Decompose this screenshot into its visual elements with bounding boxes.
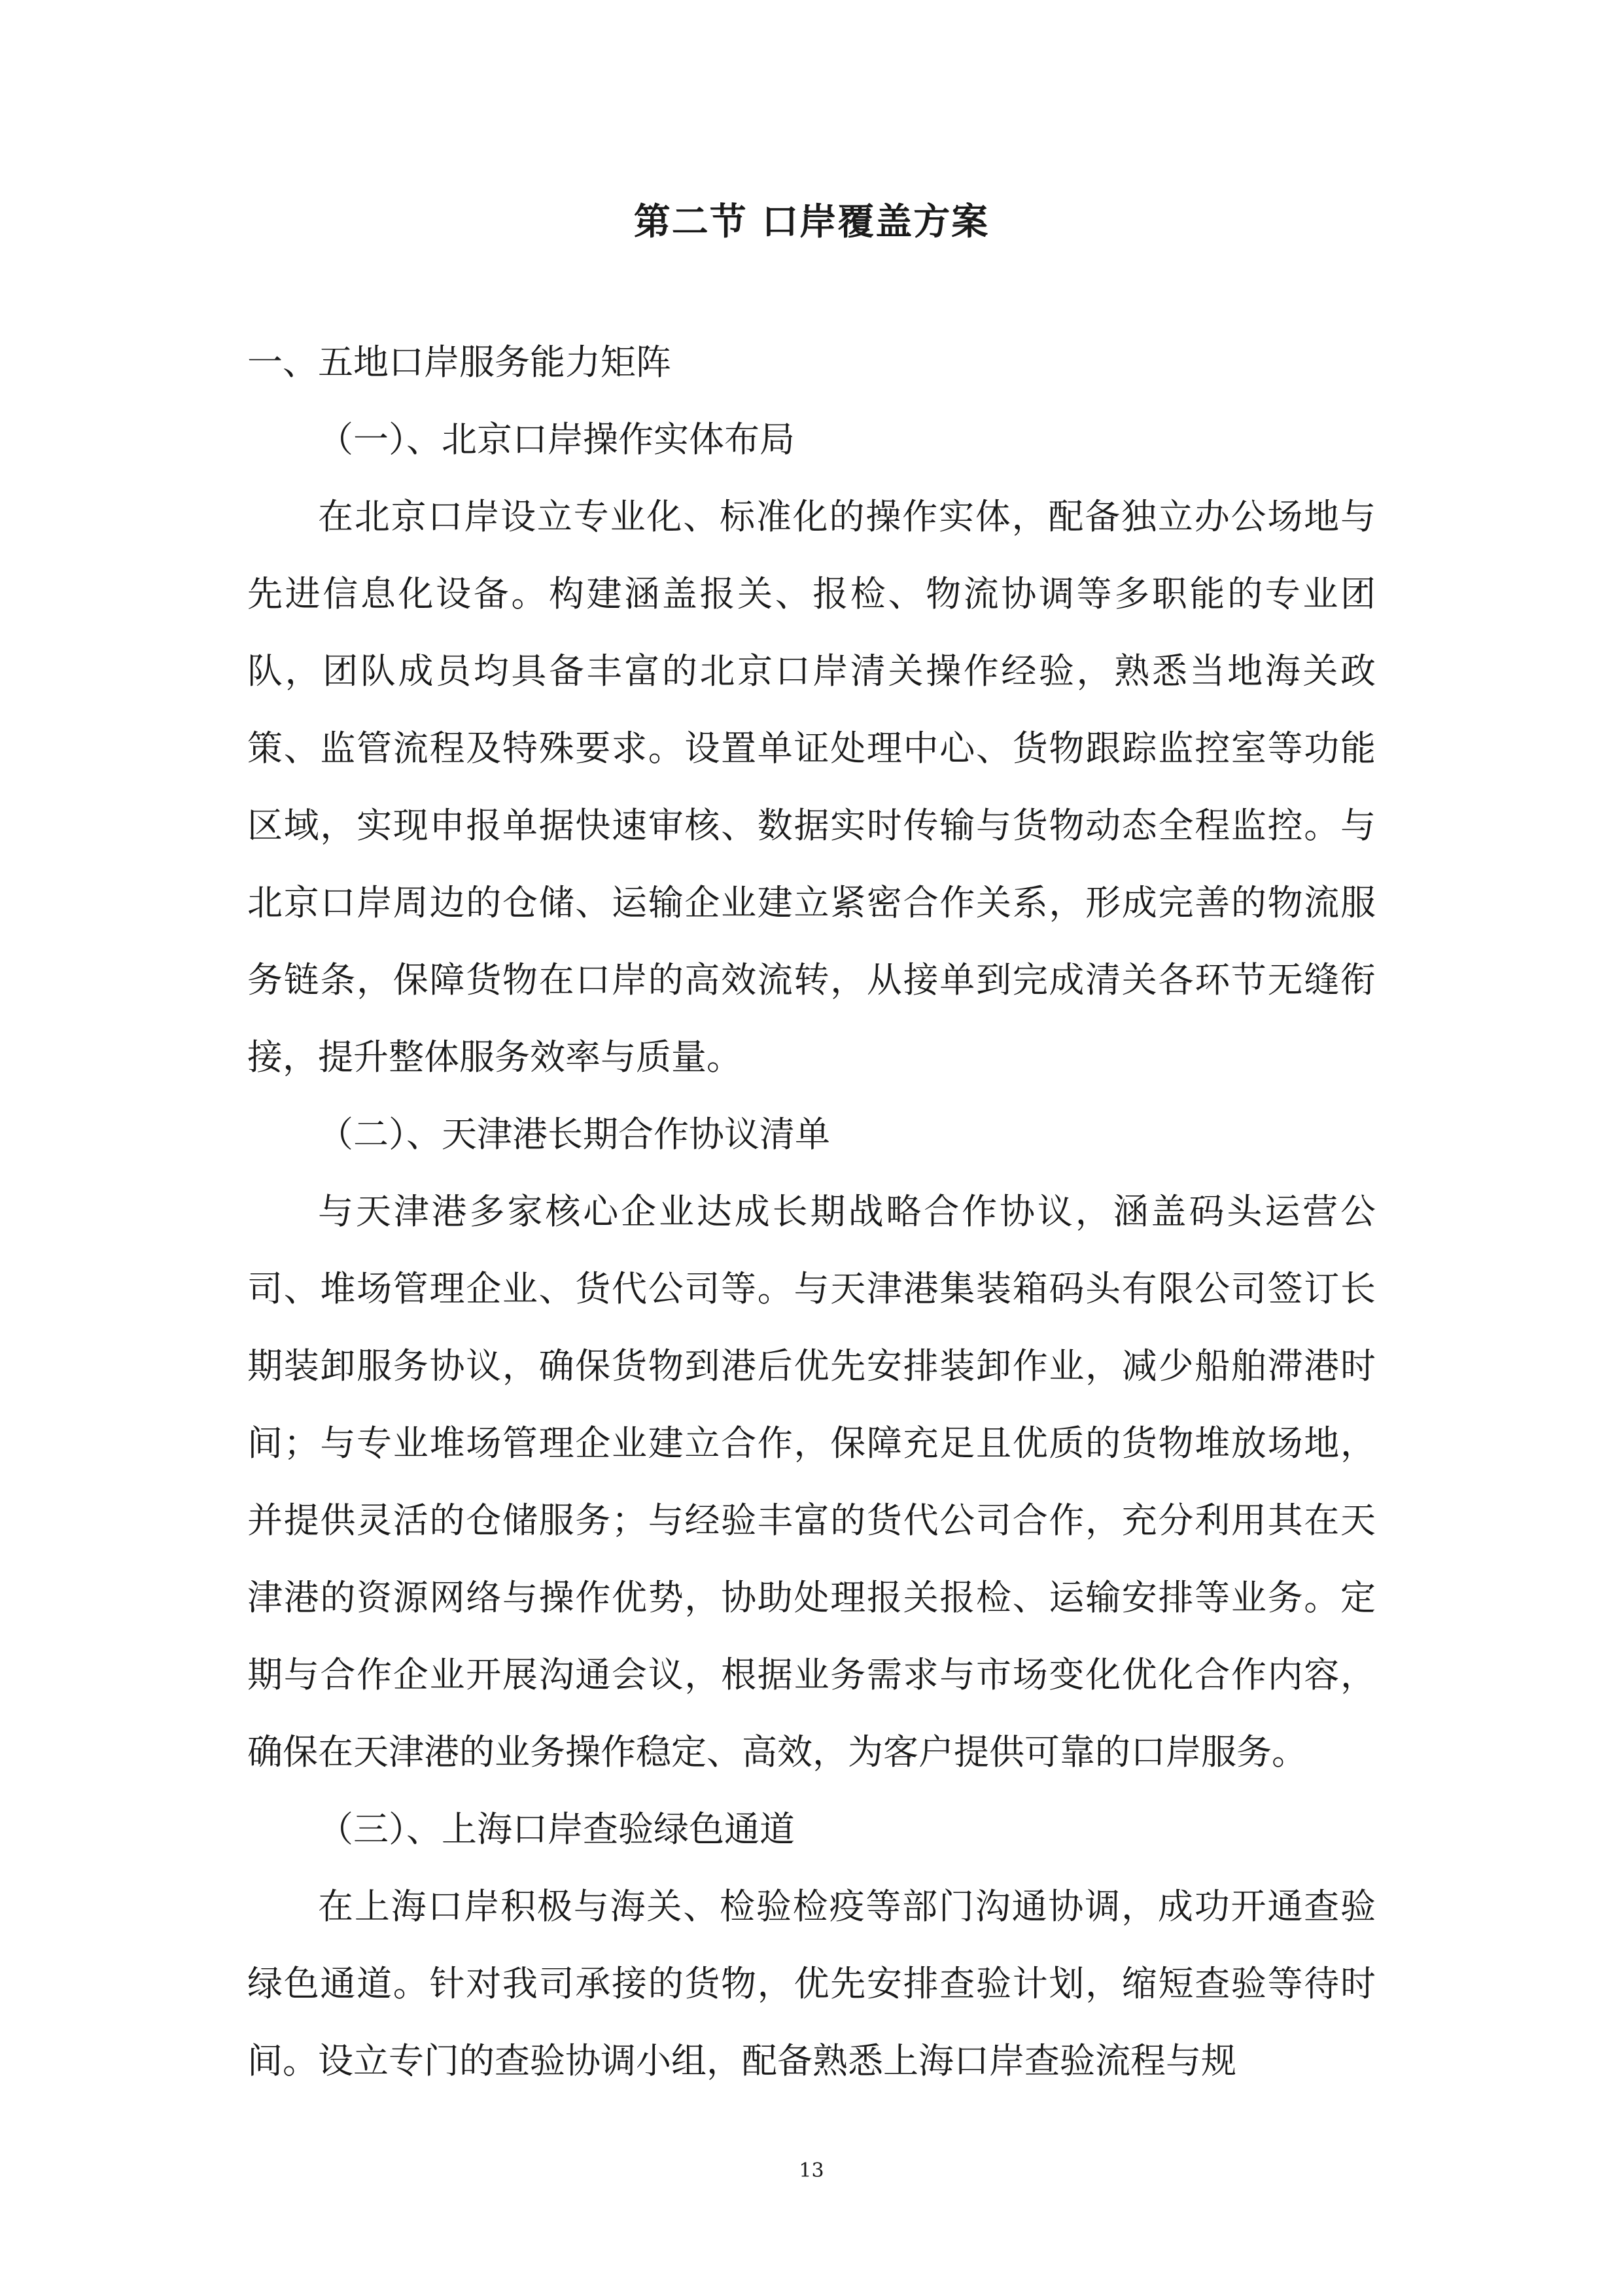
page-title: 第二节 口岸覆盖方案 xyxy=(633,201,990,243)
paragraph-beijing: 在北京口岸设立专业化、标准化的操作实体，配备独立办公场地与先进信息化设备。构建涵盖报关、报检、物流协调等多职能的专业团队，团队成员均具备丰富的北京口岸清关操作经验，熟悉当地海关政策、监管流程及特殊要求。设置单证处理中心、货物跟踪监控室等功能区域，实现申报单据快速审核、数据实时传输与货物动态全程监控。与北京口岸周边的仓储、运输企业建立紧密合作关系，形成完善的物流服务链条，保障货物在口岸的高效流转，从接单到完成清关各环节无缝衔接，提升整体服务效率与质量。 xyxy=(247,496,1376,1078)
paragraph-tianjin: 与天津港多家核心企业达成长期战略合作协议，涵盖码头运营公司、堆场管理企业、货代公司等。与天津港集装箱码头有限公司签订长期装卸服务协议，确保货物到港后优先安排装卸作业，减少船舶滞港时间；与专业堆场管理企业建立合作，保障充足且优质的货物堆放场地，并提供灵活的仓储服务；与经验丰富的货代公司合作，充分利用其在天津港的资源网络与操作优势，协助处理报关报检、运输安排等业务。定期与合作企业开展沟通会议，根据业务需求与市场变化优化合作内容，确保在天津港的业务操作稳定、高效，为客户提供可靠的口岸服务。 xyxy=(247,1191,1376,1773)
subsection-heading-shanghai: （三）、上海口岸查验绿色通道 xyxy=(318,1809,795,1850)
subsection-heading-beijing: （一）、北京口岸操作实体布局 xyxy=(318,419,795,460)
subsection-heading-tianjin: （二）、天津港长期合作协议清单 xyxy=(318,1114,830,1155)
section-heading: 一、五地口岸服务能力矩阵 xyxy=(247,342,671,383)
paragraph-shanghai: 在上海口岸积极与海关、检验检疫等部门沟通协调，成功开通查验绿色通道。针对我司承接的货物，优先安排查验计划，缩短查验等待时间。设立专门的查验协调小组，配备熟悉上海口岸查验流程与规 xyxy=(247,1886,1376,2081)
document-body xyxy=(247,324,1376,2100)
page-number: 13 xyxy=(799,2159,824,2182)
